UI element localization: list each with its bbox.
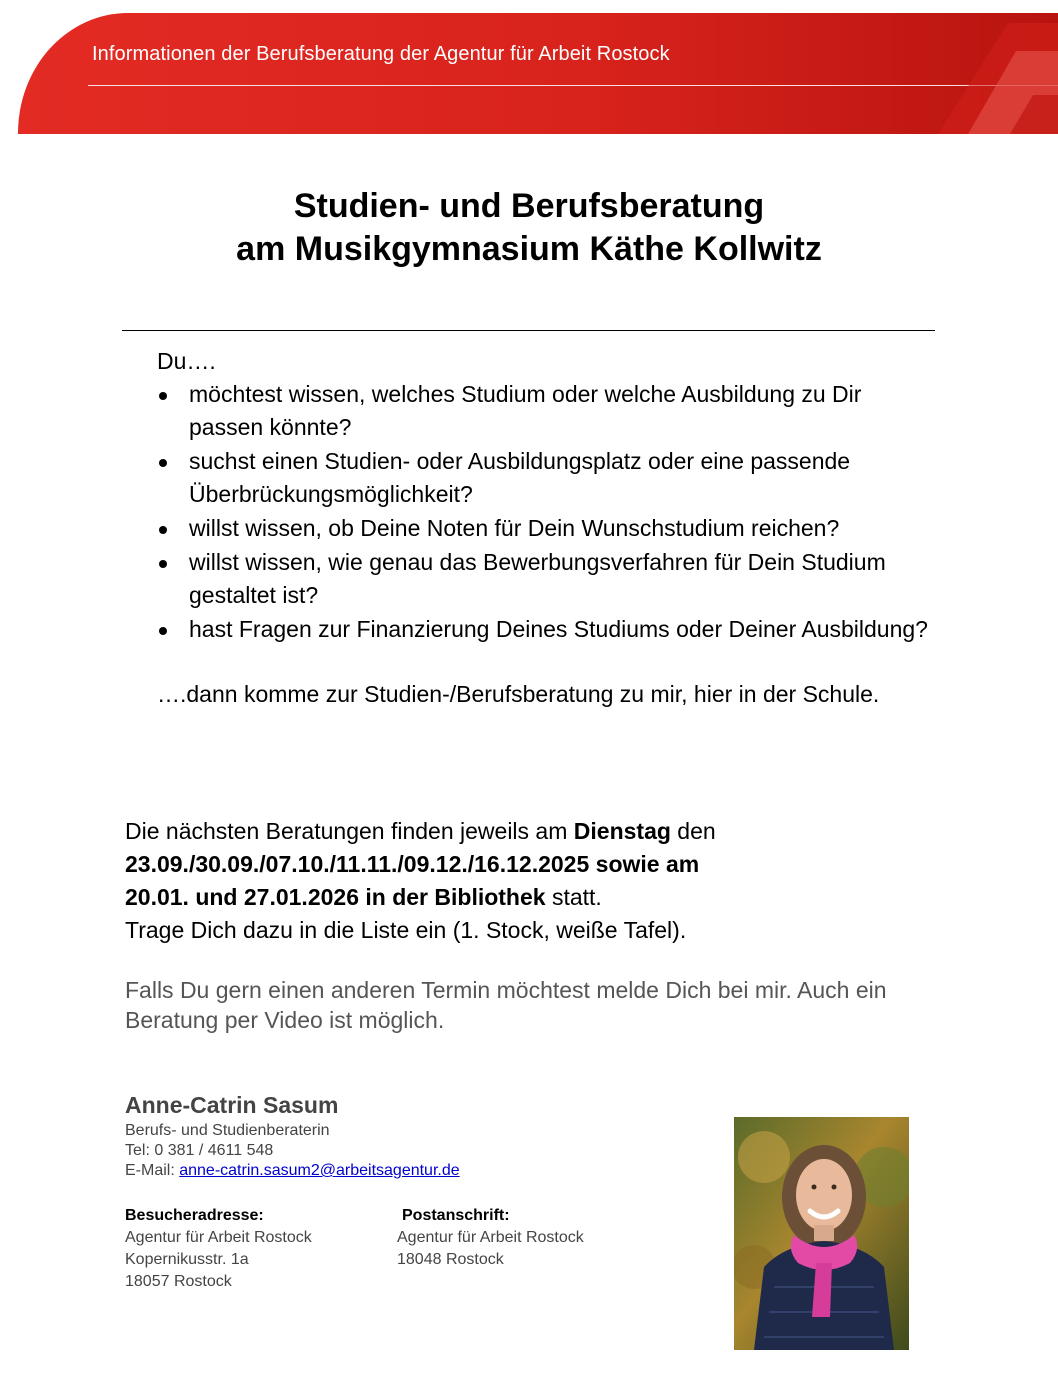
title-line-1: Studien- und Berufsberatung xyxy=(293,187,765,225)
list-item: suchst einen Studien- oder Ausbildungsplatz oder eine passende Überbrückungsmöglichkeit? xyxy=(157,445,937,511)
address-line: Kopernikusstr. 1a xyxy=(125,1251,249,1268)
address-line: 18057 Rostock xyxy=(125,1273,232,1290)
visitor-address-heading: Besucheradresse: xyxy=(125,1207,264,1224)
list-item: willst wissen, ob Deine Noten für Dein Wunschstudium reichen? xyxy=(157,512,937,545)
bullet-icon xyxy=(159,627,167,635)
appointment-day: Dienstag xyxy=(573,818,671,844)
intro-lead: Du…. xyxy=(157,348,216,374)
address-line: Agentur für Arbeit Rostock xyxy=(397,1229,584,1246)
advisor-portrait-photo xyxy=(734,1117,909,1350)
email-link[interactable]: anne-catrin.sasum2@arbeitsagentur.de xyxy=(179,1162,460,1179)
bullet-icon xyxy=(159,459,167,467)
portrait-illustration xyxy=(734,1117,909,1350)
address-line: Agentur für Arbeit Rostock xyxy=(125,1229,312,1246)
list-item: willst wissen, wie genau das Bewerbungsverfahren für Dein Studium gestaltet ist? xyxy=(157,546,937,612)
postal-address-heading: Postanschrift: xyxy=(402,1207,510,1224)
advisor-phone: Tel: 0 381 / 4611 548 xyxy=(125,1142,274,1159)
banner-title: Informationen der Berufsberatung der Agentur für Arbeit Rostock xyxy=(92,43,670,65)
appointment-dates-1: 23.09./30.09./07.10./11.11./09.12./16.12.2025 sowie am xyxy=(125,851,700,877)
question-list xyxy=(157,378,937,646)
signup-note: Trage Dich dazu in die Liste ein (1. Stock, weiße Tafel). xyxy=(125,917,687,943)
intro-closing: ….dann komme zur Studien-/Berufsberatung zu mir, hier in der Schule. xyxy=(157,681,880,707)
address-line: 18048 Rostock xyxy=(397,1251,504,1268)
contact-block xyxy=(125,1090,685,1181)
advisor-email-row: E-Mail: anne-catrin.sasum2@arbeitsagentur.de xyxy=(125,1162,460,1179)
bullet-icon xyxy=(159,392,167,400)
appointments-section xyxy=(125,815,925,947)
title-divider xyxy=(122,330,935,331)
title-line-2: am Musikgymnasium Käthe Kollwitz xyxy=(236,230,822,268)
advisor-role: Berufs- und Studienberaterin xyxy=(125,1122,330,1139)
list-item: hast Fragen zur Finanzierung Deines Studiums oder Deiner Ausbildung? xyxy=(157,613,937,646)
bullet-icon xyxy=(159,560,167,568)
bullet-icon xyxy=(159,526,167,534)
appointment-dates-2: 20.01. und 27.01.2026 in der Bibliothek statt. xyxy=(125,884,602,910)
list-item: möchtest wissen, welches Studium oder welche Ausbildung zu Dir passen könnte? xyxy=(157,378,937,444)
agentur-logo-icon xyxy=(898,13,1058,134)
appointments-line-1: Die nächsten Beratungen finden jeweils am Dienstag den xyxy=(125,818,716,844)
page-title xyxy=(0,185,1058,271)
header-banner xyxy=(18,13,1058,134)
advisor-name: Anne-Catrin Sasum xyxy=(125,1092,339,1118)
intro-section xyxy=(157,345,937,711)
visitor-address xyxy=(125,1205,312,1293)
postal-address xyxy=(397,1205,584,1271)
alternative-note: Falls Du gern einen anderen Termin möchtest melde Dich bei mir. Auch ein Beratung per Video ist möglich. xyxy=(125,977,887,1033)
